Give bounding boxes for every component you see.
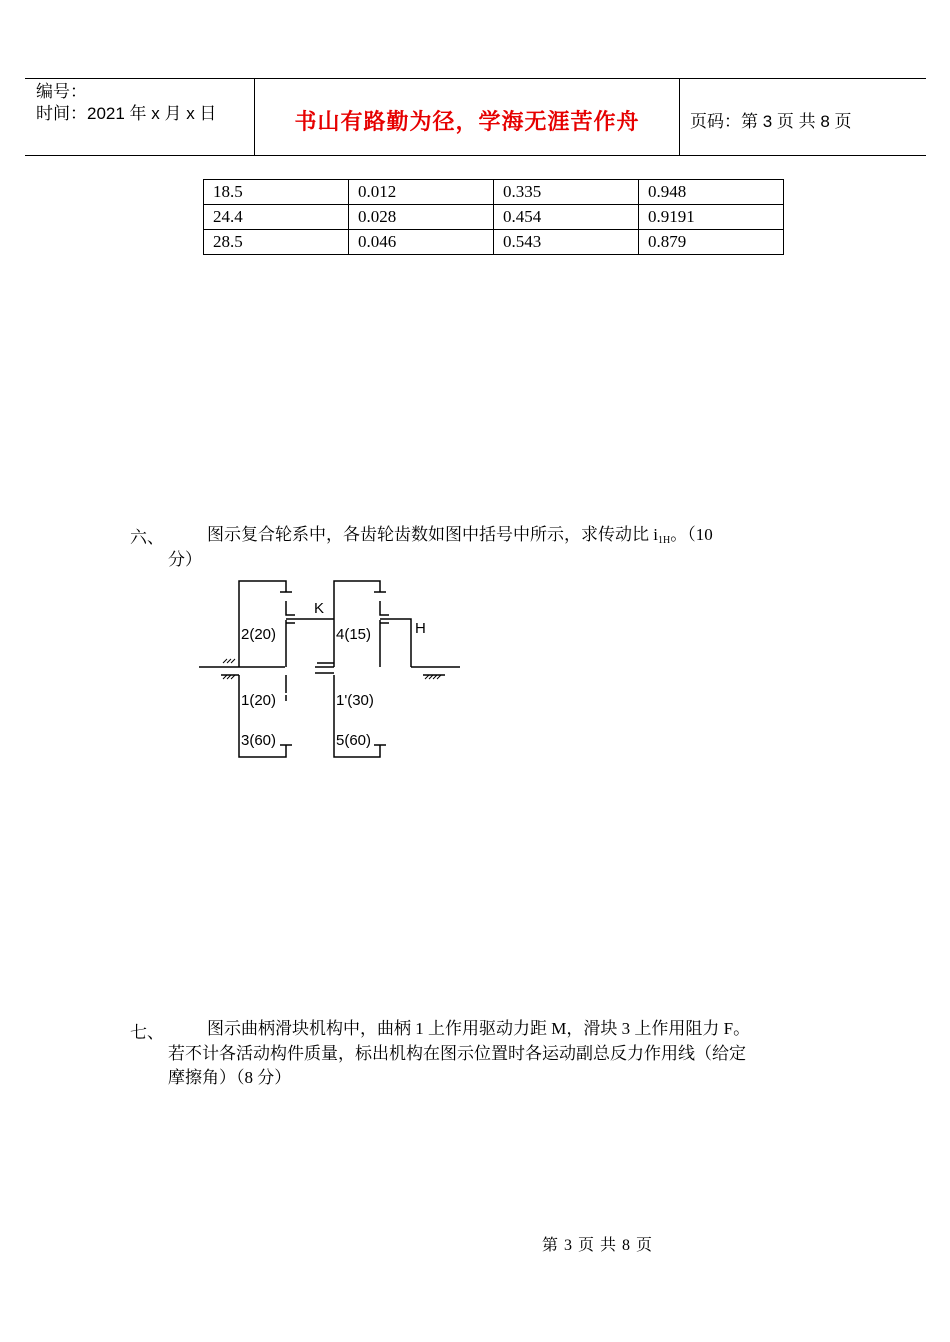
document-number-label: 编号： — [36, 82, 87, 101]
question-6-points: 。（10 — [670, 525, 713, 544]
table-cell: 0.046 — [349, 230, 494, 255]
table-cell: 0.335 — [494, 180, 639, 205]
header-divider-left — [254, 78, 255, 155]
question-6-number: 六、 — [130, 528, 164, 547]
table-cell: 0.948 — [639, 180, 784, 205]
table-cell: 0.454 — [494, 205, 639, 230]
table-cell: 0.028 — [349, 205, 494, 230]
table-cell: 24.4 — [204, 205, 349, 230]
table-cell: 0.9191 — [639, 205, 784, 230]
table-row — [204, 205, 784, 230]
ratio-subscript: 1H — [657, 535, 671, 546]
header-bottom-rule — [25, 155, 926, 156]
question-7-line3: 摩擦角）（8 分） — [168, 1068, 292, 1087]
header-divider-right — [679, 78, 680, 155]
label-gear-3: 3(60) — [241, 732, 277, 749]
label-gear-1: 1(20) — [241, 692, 277, 709]
table-cell: 0.012 — [349, 180, 494, 205]
label-gear-5: 5(60) — [336, 732, 372, 749]
label-gear-1-prime: 1'(30) — [336, 692, 374, 709]
page-footer: 第 3 页 共 8 页 — [542, 1237, 654, 1254]
label-H: H — [415, 620, 426, 637]
question-6-line2: 分） — [168, 550, 202, 569]
document-time-label: 时间：2021 年 x 月 x 日 — [36, 104, 217, 123]
header-motto: 书山有路勤为径，学海无涯苦作舟 — [294, 110, 640, 135]
label-gear-4: 4(15) — [336, 626, 372, 643]
header-page-info: 页码：第 3 页 共 8 页 — [690, 112, 852, 131]
label-K: K — [314, 600, 325, 617]
data-table — [203, 179, 784, 255]
table-row — [204, 230, 784, 255]
question-6-line1 — [207, 522, 713, 553]
table-cell: 18.5 — [204, 180, 349, 205]
table-cell: 0.543 — [494, 230, 639, 255]
question-7-line2: 若不计各活动构件质量，标出机构在图示位置时各运动副总反力作用线（给定 — [168, 1044, 746, 1063]
question-7-number: 七、 — [130, 1023, 164, 1042]
question-6-text: 图示复合轮系中，各齿轮齿数如图中括号中所示，求传动比 i — [207, 525, 658, 544]
table-cell: 0.879 — [639, 230, 784, 255]
header-top-rule — [25, 78, 926, 79]
table-row — [204, 180, 784, 205]
question-7-line1: 图示曲柄滑块机构中，曲柄 1 上作用驱动力距 M，滑块 3 上作用阻力 F。 — [207, 1019, 751, 1038]
gear-train-diagram — [195, 575, 465, 765]
table-cell: 28.5 — [204, 230, 349, 255]
label-gear-2: 2(20) — [241, 626, 277, 643]
